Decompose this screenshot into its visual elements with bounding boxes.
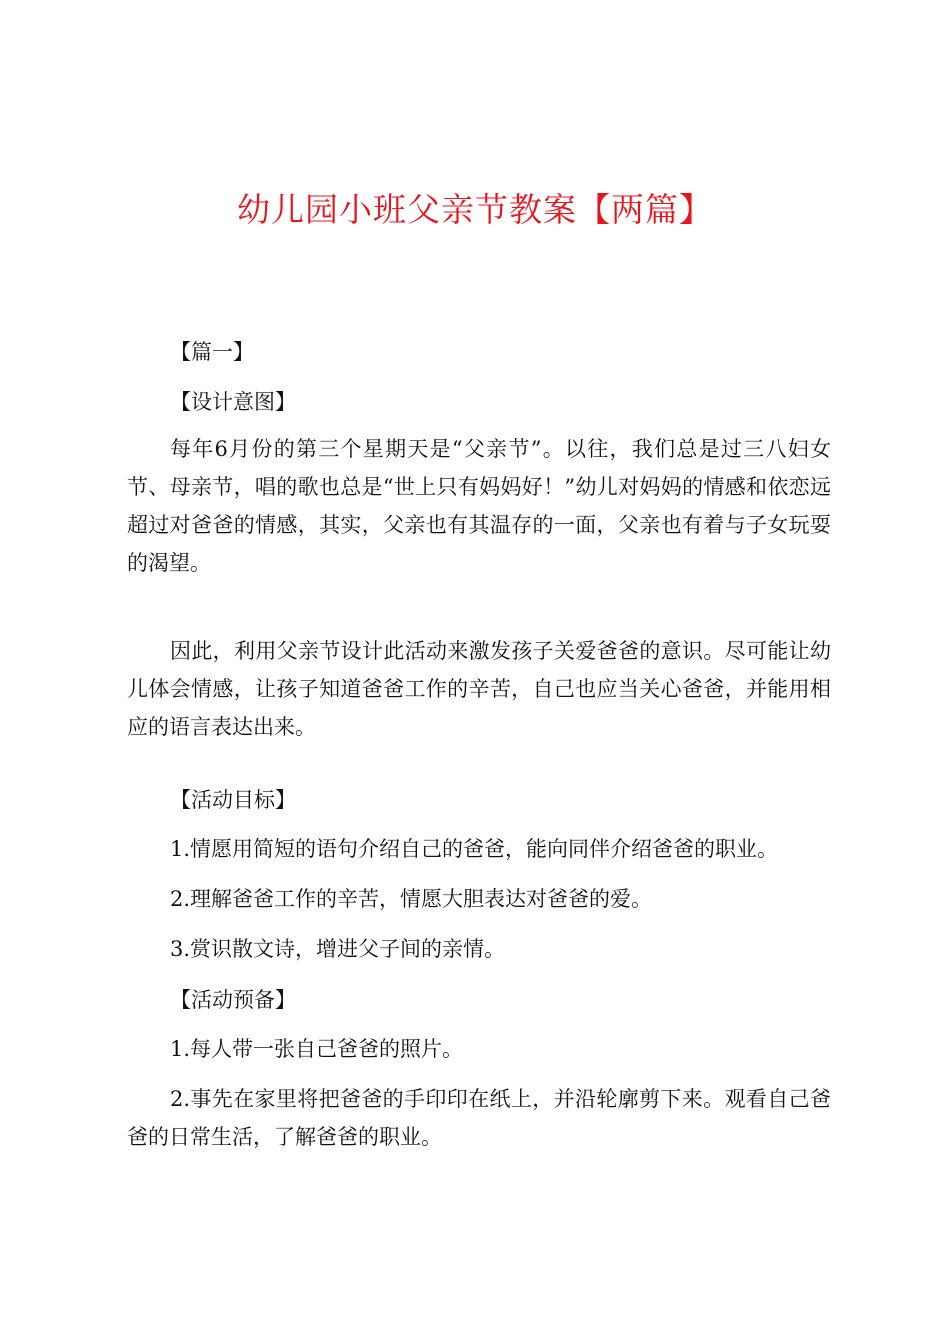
design-paragraph-2-block <box>127 632 831 746</box>
design-paragraph-1: 每年6月份的第三个星期天是“父亲节”。以往，我们总是过三八妇女节、母亲节，唱的歌也总是“世上只有妈妈好！”幼儿对妈妈的情感和依恋远超过对爸爸的情感，其实，父亲也有其温存的一面，父亲也有着与子女玩耍的渴望。 <box>127 437 831 575</box>
design-paragraph-1-block <box>127 430 831 582</box>
prep-item-2: 2.事先在家里将把爸爸的手印印在纸上，并沿轮廓剪下来。观看自己爸爸的日常生活，了解爸爸的职业。 <box>127 1087 831 1149</box>
design-paragraph-2: 因此，利用父亲节设计此活动来激发孩子关爱爸爸的意识。尽可能让幼儿体会情感，让孩子知道爸爸工作的辛苦，自己也应当关心爸爸，并能用相应的语言表达出来。 <box>127 639 831 739</box>
document-title: 幼儿园小班父亲节教案【两篇】 <box>237 190 713 229</box>
goal-item-3: 3.赏识散文诗，增进父子间的亲情。 <box>170 937 506 961</box>
goal-item-1: 1.情愿用简短的语句介绍自己的爸爸，能向同伴介绍爸爸的职业。 <box>170 837 779 861</box>
goal-item-2: 2.理解爸爸工作的辛苦，情愿大胆表达对爸爸的爱。 <box>170 887 653 911</box>
prep-heading: 【活动预备】 <box>170 988 296 1012</box>
prep-item-1: 1.每人带一张自己爸爸的照片。 <box>170 1037 464 1061</box>
design-heading: 【设计意图】 <box>170 390 296 414</box>
section-label: 【篇一】 <box>170 340 254 364</box>
goals-heading: 【活动目标】 <box>170 788 296 812</box>
